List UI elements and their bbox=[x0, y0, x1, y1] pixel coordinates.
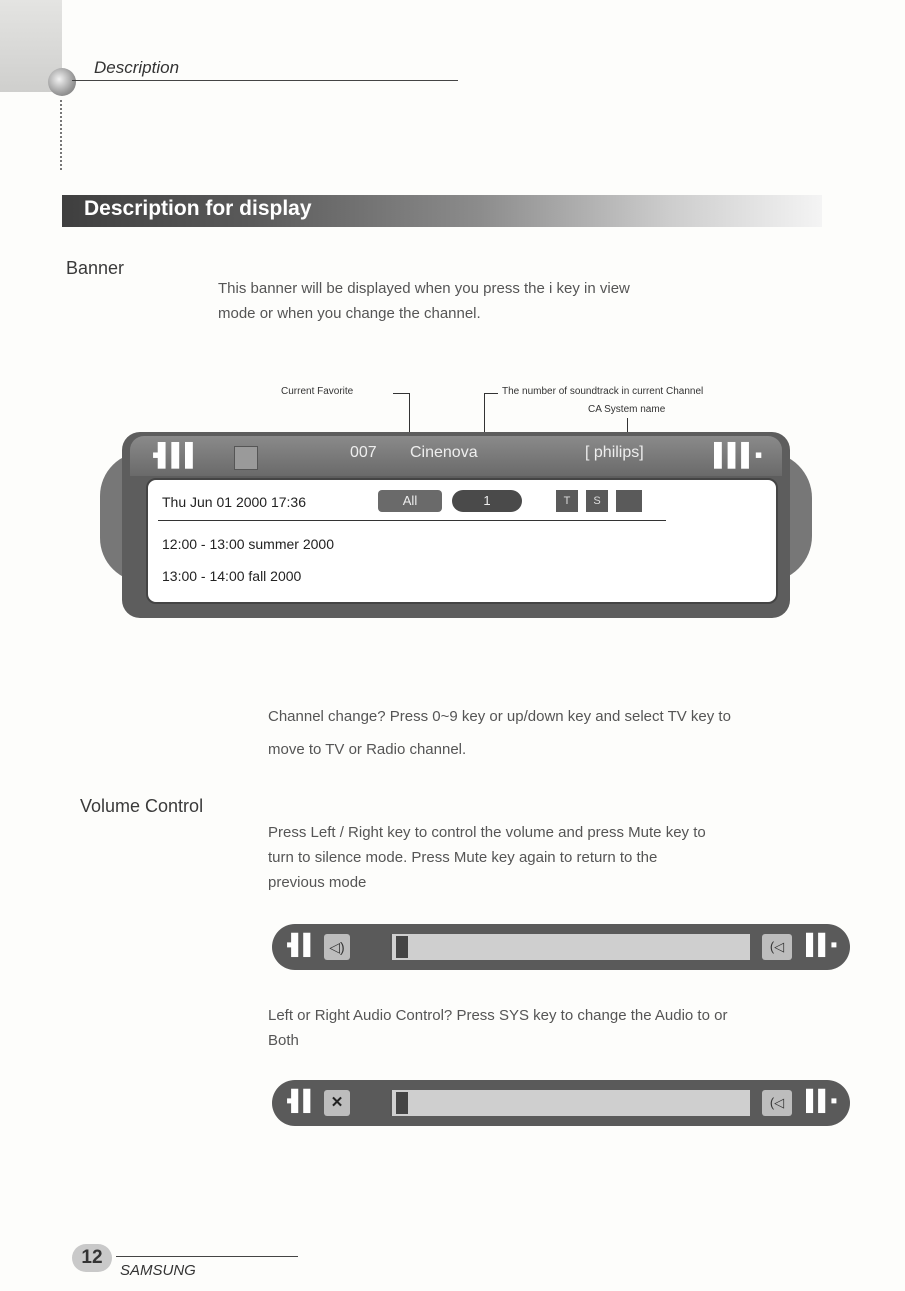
mute-speaker-icon: ✕ bbox=[324, 1090, 350, 1116]
annotation-favorite-leader bbox=[393, 393, 409, 394]
banner-divider bbox=[158, 520, 666, 521]
favorite-value: All bbox=[402, 493, 418, 508]
page-number: 12 bbox=[72, 1244, 112, 1272]
annotation-ca-system: CA System name bbox=[588, 404, 666, 415]
volume-bar bbox=[272, 924, 850, 970]
schedule-item-2: 13:00 - 14:00 fall 2000 bbox=[162, 568, 302, 584]
annotation-favorite: Current Favorite bbox=[281, 386, 354, 397]
volume-heading: Volume Control bbox=[80, 796, 204, 816]
volume-text-line-2: turn to silence mode. Press Mute key again to return to the bbox=[268, 849, 658, 866]
audio-control-note bbox=[268, 1003, 727, 1053]
banner-heading: Banner bbox=[66, 258, 125, 278]
audio-note-line-1: Left or Right Audio Control? Press SYS key to change the Audio to or bbox=[268, 1007, 728, 1024]
mute-level-fill bbox=[396, 1092, 408, 1114]
banner-intro-line-2: mode or when you change the channel. bbox=[218, 305, 481, 322]
header-rule bbox=[72, 80, 458, 81]
channel-change-note bbox=[268, 700, 731, 766]
favorite-folder-icon bbox=[234, 446, 258, 470]
channel-number: 007 bbox=[350, 444, 377, 461]
speaker-icon: ◁) bbox=[324, 934, 350, 960]
right-speaker-icon: (◁ bbox=[762, 934, 792, 960]
tv-indicator-icon: T bbox=[556, 490, 578, 512]
soundtrack-value: 1 bbox=[483, 493, 491, 508]
channel-note-line-1: Channel change? Press 0~9 key or up/down key and select TV key to bbox=[268, 708, 731, 725]
osd-banner bbox=[100, 428, 812, 618]
volume-track bbox=[390, 934, 750, 960]
left-bars-icon: ▪▌▌▌ bbox=[152, 442, 199, 467]
volume-text-line-3: previous mode bbox=[268, 874, 367, 891]
volume-level-fill bbox=[396, 936, 408, 958]
mute-right-speaker-icon: (◁ bbox=[762, 1090, 792, 1116]
header-bullet-icon bbox=[48, 68, 76, 96]
audio-note-line-2: Both bbox=[268, 1032, 299, 1049]
footer-brand: SAMSUNG bbox=[120, 1262, 196, 1279]
footer-rule bbox=[116, 1256, 298, 1257]
volume-text-line-1: Press Left / Right key to control the volume and press Mute key to bbox=[268, 824, 706, 841]
volume-text bbox=[268, 820, 706, 895]
ca-system-name: [ philips] bbox=[585, 444, 644, 461]
mute-volume-track bbox=[390, 1090, 750, 1116]
vol-right-bars-icon: ▌▌▪ bbox=[806, 934, 836, 956]
banner-intro-line-1: This banner will be displayed when you press the i key in view bbox=[218, 280, 630, 297]
favorite-indicator bbox=[378, 490, 442, 512]
date-time: Thu Jun 01 2000 17:36 bbox=[162, 494, 307, 510]
banner-intro bbox=[218, 276, 630, 326]
scramble-indicator-icon: S bbox=[586, 490, 608, 512]
banner-info-panel bbox=[146, 478, 778, 604]
soundtrack-indicator bbox=[452, 490, 522, 512]
mute-right-bars-icon: ▌▌▪ bbox=[806, 1090, 836, 1112]
right-bars-icon: ▌▌▌▪ bbox=[714, 442, 761, 467]
schedule-item-1: 12:00 - 13:00 summer 2000 bbox=[162, 536, 334, 552]
mute-left-bars-icon: ▪▌▌ bbox=[286, 1090, 316, 1112]
annotation-soundtrack-leader bbox=[484, 393, 498, 394]
vol-left-bars-icon: ▪▌▌ bbox=[286, 934, 316, 956]
channel-name: Cinenova bbox=[410, 444, 478, 461]
annotation-soundtrack: The number of soundtrack in current Channel bbox=[502, 386, 704, 397]
channel-note-line-2: move to TV or Radio channel. bbox=[268, 741, 467, 758]
section-title: Description for display bbox=[84, 197, 312, 220]
header-label: Description bbox=[94, 58, 180, 77]
dotted-guide bbox=[60, 100, 62, 170]
mail-indicator-icon bbox=[616, 490, 642, 512]
mute-volume-bar bbox=[272, 1080, 850, 1126]
